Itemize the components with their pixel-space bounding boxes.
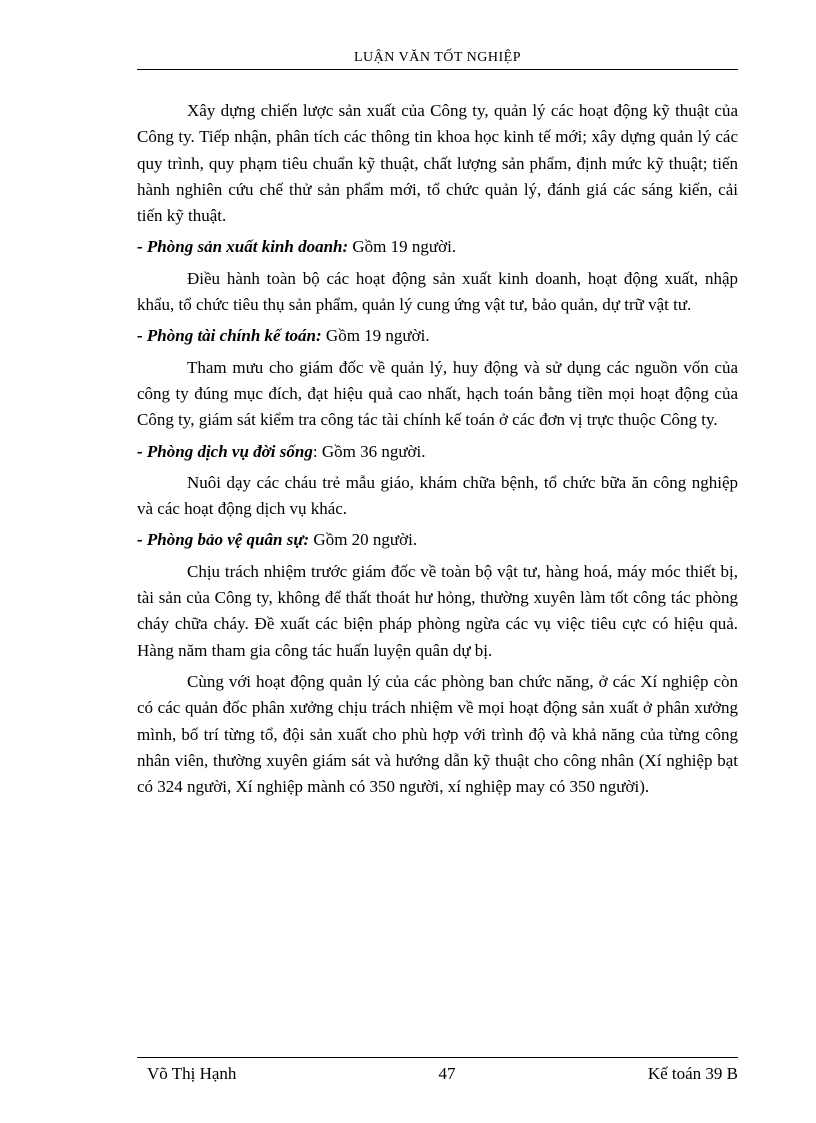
heading-label: - Phòng tài chính kế toán: (137, 326, 322, 346)
heading-headcount: Gồm 19 người. (348, 237, 457, 257)
page-number: 47 (438, 1064, 456, 1083)
paragraph-production-business: Điều hành toàn bộ các hoạt động sản xuất kinh doanh, hoạt động xuất, nhập khẩu, tổ chức tiêu thụ sản phẩm, quản lý cung ứng vật tư, bảo quản, dự trữ vật tư. (137, 268, 738, 315)
paragraph-technical-dept: Xây dựng chiến lược sản xuất của Công ty, quản lý các hoạt động kỹ thuật của Công ty. Tiếp nhận, phân tích các thông tin khoa học kinh tế mới; xây dựng quản lý các quy trình, quy phạm tiêu chuẩn kỹ thuật, chất lượng sản phẩm, định mức kỹ thuật; tiến hành nghiên cứu chế thử sản phẩm mới, tổ chức quản lý, đánh giá các sáng kiến, cải tiến kỹ thuật. (137, 101, 738, 226)
footer-class: Kế toán 39 B (647, 1064, 738, 1083)
heading-label: - Phòng bảo vệ quân sự: (137, 530, 310, 550)
heading-finance-accounting (137, 323, 738, 349)
header-divider (137, 69, 738, 70)
paragraph-military-security: Chịu trách nhiệm trước giám đốc về toàn bộ vật tư, hàng hoá, máy móc thiết bị, tài sản của Công ty, không để thất thoát hư hỏng, thường xuyên làm tốt công tác phòng cháy chữa cháy. Đề xuất các biện pháp phòng ngừa các vụ việc tiêu cực có hiệu quả. Hàng năm tham gia công tác huấn luyện quân dự bị. (137, 561, 738, 660)
heading-production-business (137, 234, 738, 260)
heading-headcount: : Gồm 36 người. (312, 441, 426, 461)
heading-label: - Phòng sản xuất kinh doanh: (137, 237, 349, 257)
heading-headcount: Gồm 20 người. (309, 530, 418, 550)
running-footer (147, 1064, 738, 1088)
heading-life-services (137, 439, 738, 465)
footer-divider (137, 1057, 738, 1058)
heading-headcount: Gồm 19 người. (321, 326, 430, 346)
running-header: LUẬN VĂN TỐT NGHIỆP (354, 50, 521, 65)
paragraph-finance-accounting: Tham mưu cho giám đốc về quản lý, huy động và sử dụng các nguồn vốn của công ty đúng mục đích, đạt hiệu quả cao nhất, hạch toán bằng tiền mọi hoạt động của Công ty, giám sát kiểm tra công tác tài chính kế toán ở các đơn vị trực thuộc Công ty. (137, 357, 738, 430)
heading-military-security (137, 527, 738, 553)
footer-author: Võ Thị Hạnh (147, 1064, 237, 1083)
paragraph-workshops: Cùng với hoạt động quản lý của các phòng ban chức năng, ở các Xí nghiệp còn có các quản đốc phân xưởng chịu trách nhiệm về mọi hoạt động sản xuất ở phân xưởng mình, bố trí từng tổ, đội sản xuất cho phù hợp với trình độ và khả năng của từng công nhân viên, thường xuyên giám sát và hướng dẫn kỹ thuật cho công nhân (Xí nghiệp bạt có 324 người, Xí nghiệp mành có 350 người, xí nghiệp may có 350 người). (137, 671, 738, 797)
paragraph-life-services: Nuôi dạy các cháu trẻ mẫu giáo, khám chữa bệnh, tổ chức bữa ăn công nghiệp và các hoạt động dịch vụ khác. (137, 472, 738, 519)
heading-label: - Phòng dịch vụ đời sống (137, 441, 313, 461)
document-body (137, 98, 738, 805)
